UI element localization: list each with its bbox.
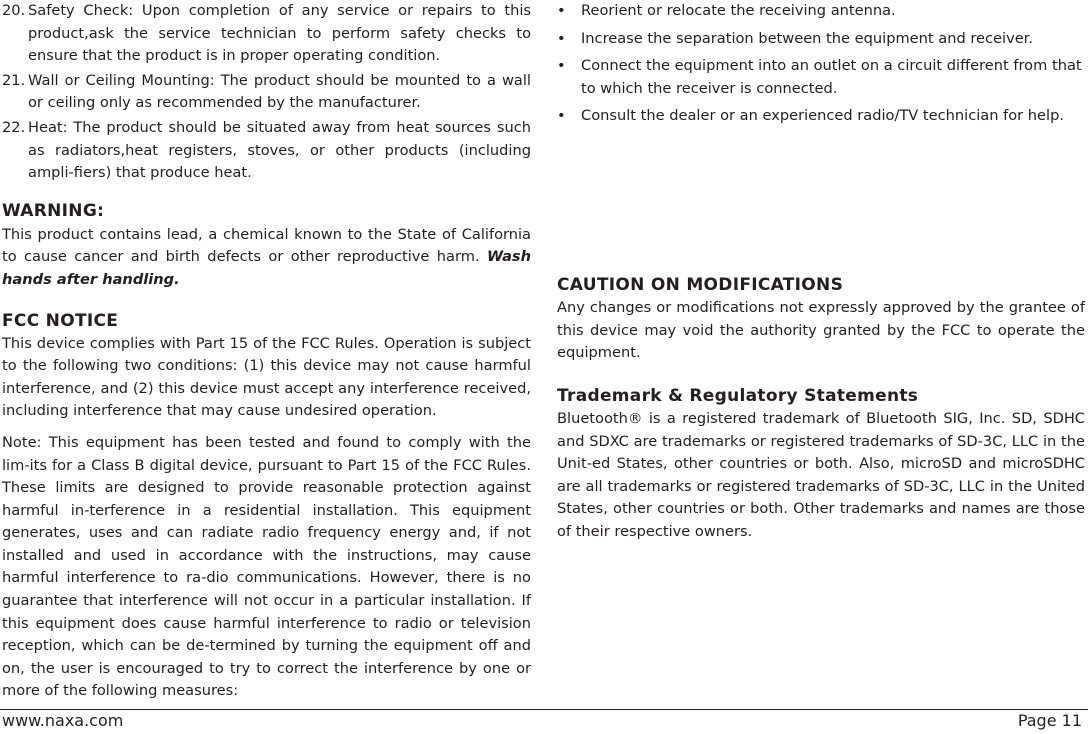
warning-emphasis: Wash hands after handling. [2,248,531,288]
trademark-heading: Trademark & Regulatory Statements [557,386,919,406]
footer-divider [0,709,1088,710]
list-item [557,55,1085,100]
list-item [2,70,531,115]
footer-website: www.naxa.com [2,711,124,730]
caution-heading: CAUTION ON MODIFICATIONS [557,275,844,295]
warning-body: This product contains lead, a chemical known to the State of California to cause cancer and birth defects or other reproductive harm. [2,225,531,266]
item-text: Heat: The product should be situated away from heat sources such as radiators,heat registers, stoves, or other products (including ampli-fiers) that produce heat. [28,118,531,182]
caution-text: Any changes or modifications not expressly approved by the grantee of this device may void the authority granted by the FCC to operate the equipment. [557,299,1085,362]
item-text: Safety Check: Upon completion of any service or repairs to this product,ask the service technician to perform safety checks to ensure that the product is in proper operating condition. [28,2,531,65]
list-item [557,28,1085,51]
bullet-glyph: • [557,29,566,47]
fcc-heading: FCC NOTICE [2,310,119,331]
list-item [2,117,531,185]
numbered-safety-list [2,0,531,185]
right-column [557,0,1085,540]
list-item [557,105,1085,128]
list-item [2,0,531,68]
warning-heading: WARNING: [2,200,105,221]
item-text: Wall or Ceiling Mounting: The product should be mounted to a wall or ceiling only as recommended by the manufacturer. [28,71,531,112]
trademark-text: Bluetooth® is a registered trademark of Bluetooth SIG, Inc. SD, SDHC and SDXC are trademarks or registered trademarks of SD-3C, LLC in the Unit-ed States, other countries or both. Also, microSD and microSDHC are all trademarks or registered trademarks of SD-3C, LLC in the United States, other countries or both. Other trademarks and names are those of their respective owners. [557,410,1085,540]
bullet-glyph: • [557,57,566,75]
bullet-glyph: • [557,2,566,19]
bullet-text: Increase the separation between the equipment and receiver. [581,29,1033,47]
fcc-paragraph-2: Note: This equipment has been tested and found to comply with the lim-its for a Class B digital device, pursuant to Part 15 of the FCC Rules. These limits are designed to provide reasonable protection against harmful in-terference in a residential installation. This equipment generates, uses and can radiate radio frequency energy and, if not installed and used in accordance with the instructions, may cause harmful interference to ra-dio communications. However, there is no guarantee that interference will not occur in a particular installation. If this equipment does cause harmful interference to radio or television reception, which can be de-termined by turning the equipment off and on, the user is encouraged to try to correct the interference by one or more of the following measures: [2,433,531,700]
bullet-glyph: • [557,107,566,125]
list-item [557,0,1085,23]
item-number: 22. [2,118,26,136]
bullet-text: Reorient or relocate the receiving antenna. [581,2,896,19]
bullet-text: Consult the dealer or an experienced radio/TV technician for help. [581,107,1064,125]
warning-text [2,224,531,292]
interference-measures-list [557,0,1085,128]
left-column [2,0,531,703]
fcc-paragraph-1: This device complies with Part 15 of the FCC Rules. Operation is subject to the following two conditions: (1) this device may not cause harmful interference, and (2) this device must accept any interference received, including interference that may cause undesired operation. [2,334,531,420]
item-number: 21. [2,71,26,89]
item-number: 20. [2,2,26,19]
page-number: Page 11 [1017,711,1082,730]
bullet-text: Connect the equipment into an outlet on a circuit different from that to which the receiver is connected. [581,57,1082,97]
